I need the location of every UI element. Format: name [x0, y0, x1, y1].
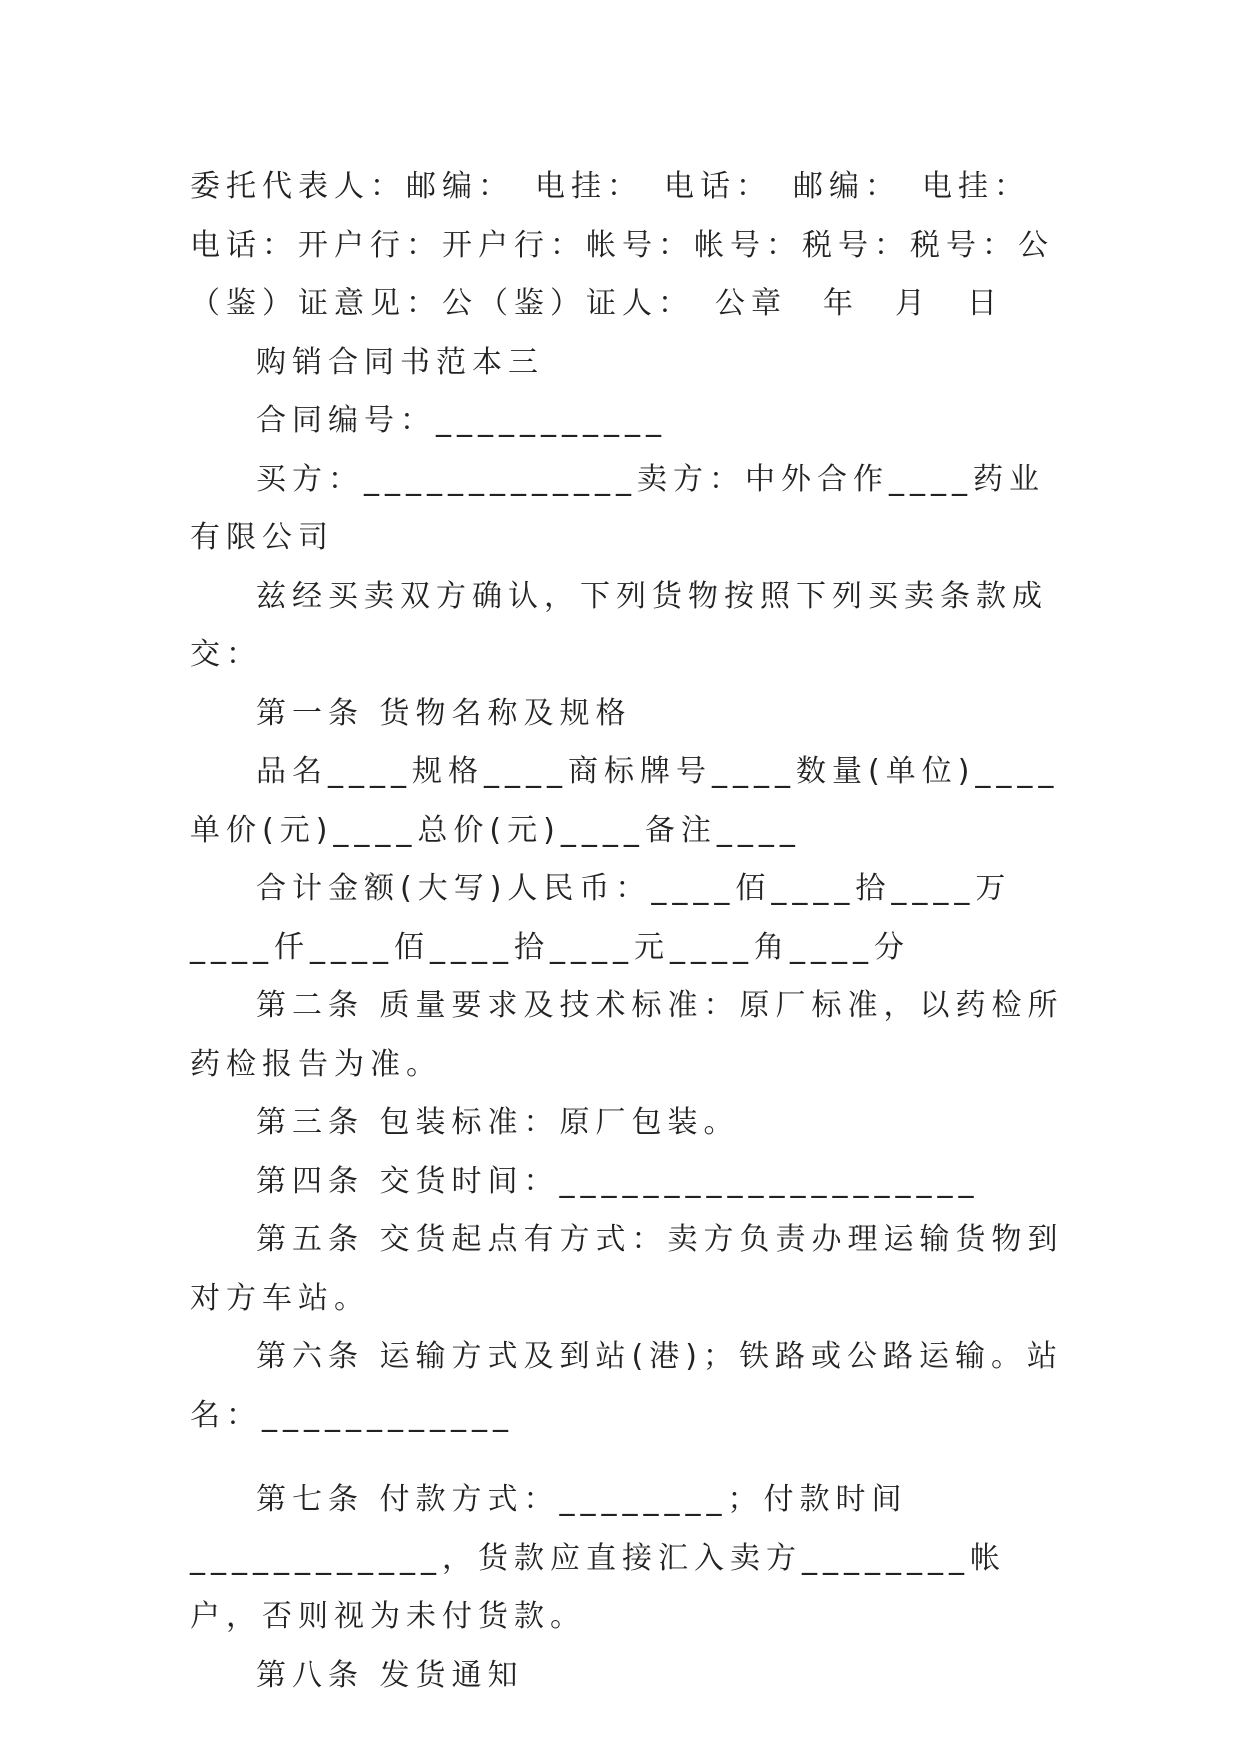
article-2: 第二条 质量要求及技术标准：原厂标准，以药检所药检报告为准。 — [190, 988, 1064, 1082]
document-body — [190, 158, 1070, 1705]
paragraph-goods-details: 品名____规格____商标牌号____数量(单位)____单价(元)____总价(元)____备注____ — [190, 754, 1060, 848]
article-8-heading: 第八条 发货通知 — [256, 1657, 524, 1693]
article-6: 第六条 运输方式及到站(港)；铁路或公路运输。站名：____________ — [190, 1339, 1063, 1433]
article-5: 第五条 交货起点有方式：卖方负责办理运输货物到对方车站。 — [190, 1222, 1064, 1316]
article-7: 第七条 付款方式：________；付款时间____________，货款应直接汇入卖方________帐户，否则视为未付货款。 — [190, 1482, 1006, 1634]
paragraph-total-amount: 合计金额(大写)人民币：____佰____拾____万____仟____佰____拾____元____角____分 — [190, 871, 1012, 965]
article-1-heading: 第一条 货物名称及规格 — [256, 695, 632, 731]
section-title: 购销合同书范本三 — [256, 344, 544, 380]
article-3: 第三条 包装标准：原厂包装。 — [256, 1105, 740, 1140]
paragraph-contract-number: 合同编号：___________ — [256, 403, 667, 438]
paragraph-signature-block: 委托代表人：邮编： 电挂： 电话： 邮编： 电挂： 电话：开户行：开户行：帐号：帐号：税号：税号：公（鉴）证意见：公（鉴）证人： 公章 年 月 日 — [190, 169, 1054, 321]
paragraph-parties: 买方：_____________卖方：中外合作____药业有限公司 — [190, 461, 1045, 555]
article-4: 第四条 交货时间：____________________ — [256, 1163, 980, 1199]
paragraph-intro: 兹经买卖双方确认，下列货物按照下列买卖条款成交： — [190, 578, 1048, 672]
